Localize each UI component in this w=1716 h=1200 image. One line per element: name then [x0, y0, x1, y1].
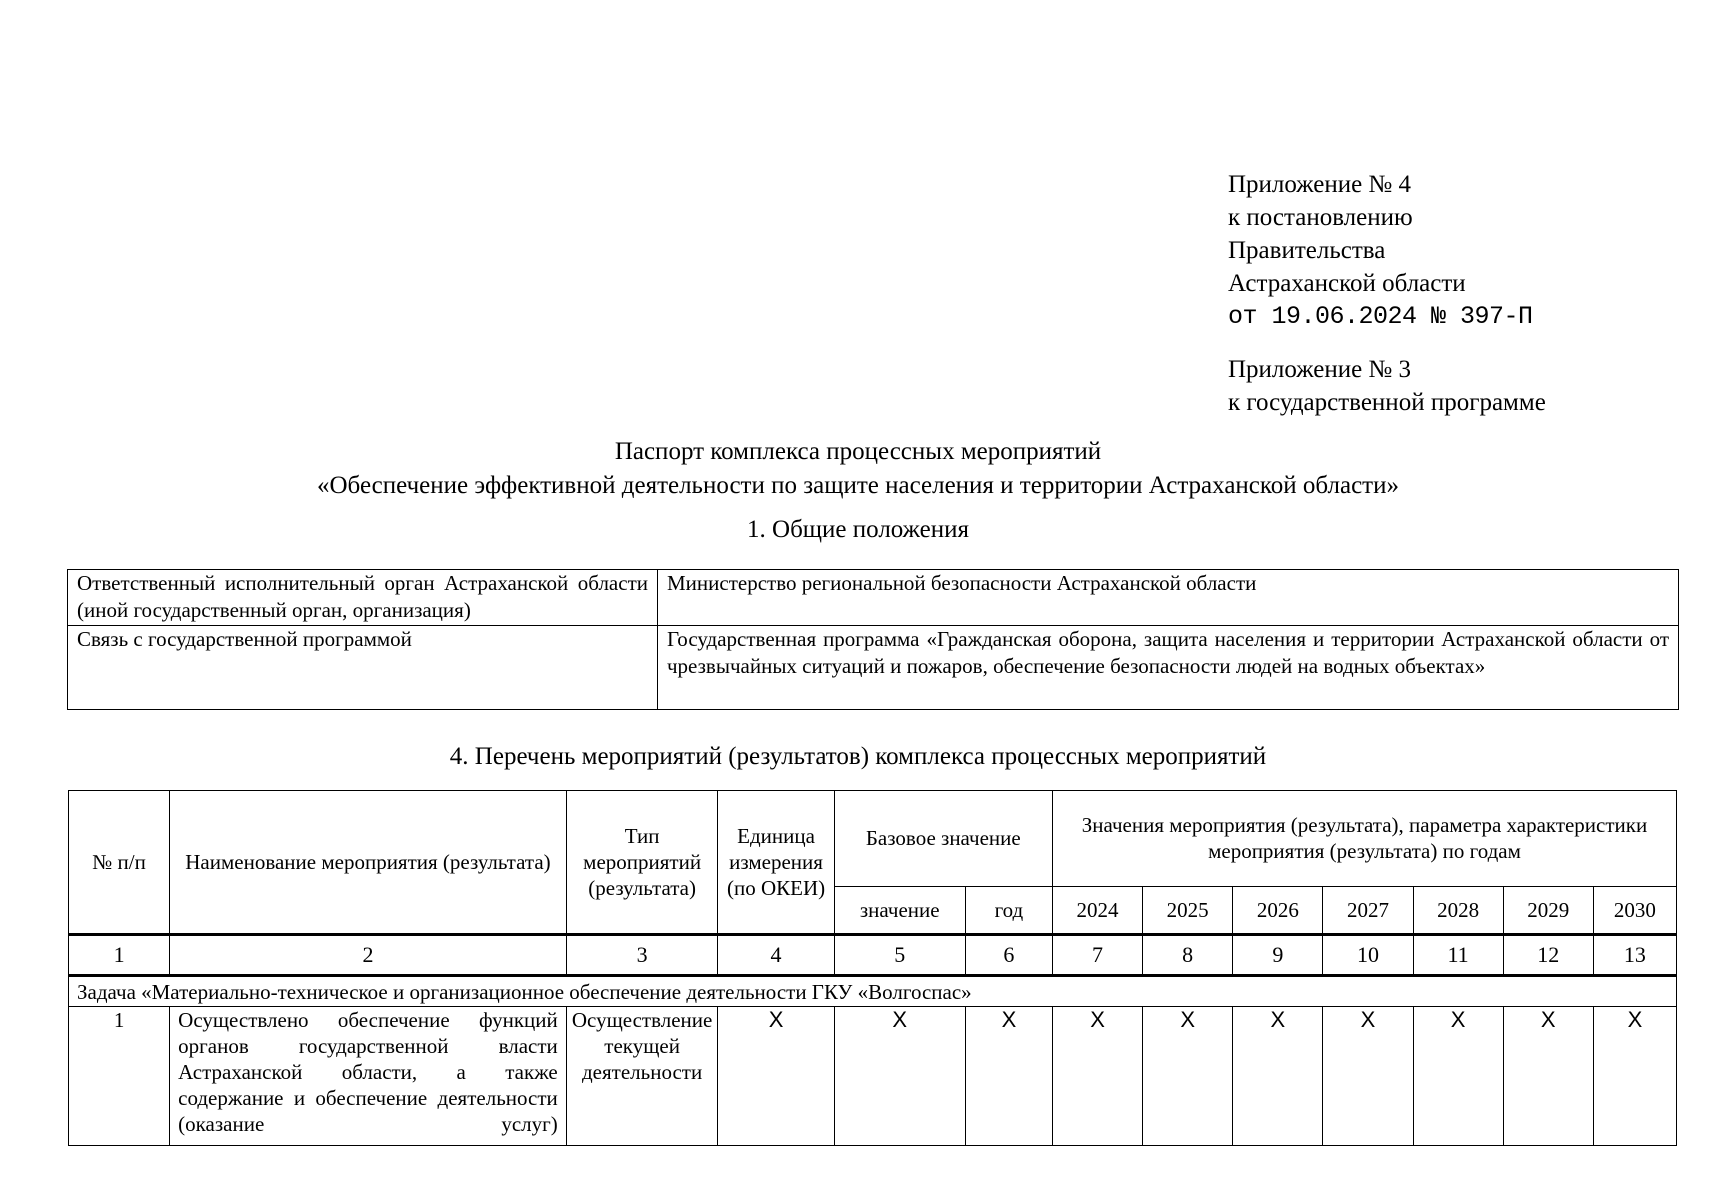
- header-unit: Единица измерения (по ОКЕИ): [718, 791, 834, 935]
- task-title: Задача «Материально-техническое и организационное обеспечение деятельности ГКУ «Волгоспас»: [69, 976, 1677, 1007]
- column-number: 9: [1233, 935, 1323, 976]
- column-number: 13: [1593, 935, 1676, 976]
- column-number: 7: [1052, 935, 1142, 976]
- row-name: Осуществлено обеспечение функций органов государственной власти Астраханской области, а также содержание и обеспечение деятельности (оказание услуг): [170, 1007, 567, 1146]
- row-cell: Х: [1503, 1007, 1593, 1146]
- row-cell: Х: [965, 1007, 1052, 1146]
- section-1-heading: 1. Общие положения: [747, 516, 969, 543]
- appendix-line: Правительства: [1228, 237, 1386, 264]
- header-values-by-year: Значения мероприятия (результата), параметра характеристики мероприятия (результата) по годам: [1052, 791, 1676, 887]
- header-year: 2025: [1143, 886, 1233, 934]
- column-number: 2: [170, 935, 567, 976]
- row-cell: Х: [1233, 1007, 1323, 1146]
- row-cell: Х: [1052, 1007, 1142, 1146]
- row-value: Министерство региональной безопасности Астраханской области: [658, 570, 1679, 626]
- column-number: 12: [1503, 935, 1593, 976]
- events-table: [68, 790, 1677, 1146]
- row-type: Осуществление текущей деятельности: [566, 1007, 718, 1146]
- column-number: 10: [1323, 935, 1413, 976]
- header-year: 2028: [1413, 886, 1503, 934]
- column-number: 4: [718, 935, 834, 976]
- appendix-header: [1228, 168, 1546, 419]
- header-year: 2030: [1593, 886, 1676, 934]
- appendix-line: Астраханской области: [1228, 270, 1466, 297]
- table-row: [69, 1007, 1677, 1146]
- column-number: 6: [965, 935, 1052, 976]
- row-num: 1: [69, 1007, 170, 1146]
- header-base-value: значение: [834, 886, 965, 934]
- appendix-line: Приложение № 3: [1228, 356, 1412, 383]
- appendix-line: к постановлению: [1228, 204, 1413, 231]
- column-number: 5: [834, 935, 965, 976]
- row-cell: Х: [1323, 1007, 1413, 1146]
- header-num: № п/п: [69, 791, 170, 935]
- document-subtitle: «Обеспечение эффективной деятельности по защите населения и территории Астраханской области»: [317, 472, 1399, 499]
- appendix-line: Приложение № 4: [1228, 171, 1412, 198]
- header-base-year: год: [965, 886, 1052, 934]
- row-cell: Х: [1143, 1007, 1233, 1146]
- column-number: 3: [566, 935, 718, 976]
- header-base: Базовое значение: [834, 791, 1052, 887]
- row-value: Государственная программа «Гражданская оборона, защита населения и территории Астраханской области от чрезвычайных ситуаций и пожаров, обеспечение безопасности людей на водных объектах»: [658, 626, 1679, 710]
- section-4-heading: 4. Перечень мероприятий (результатов) комплекса процессных мероприятий: [449, 743, 1267, 770]
- row-cell: Х: [1593, 1007, 1676, 1146]
- header-year: 2024: [1052, 886, 1142, 934]
- table-row: [68, 570, 1679, 626]
- task-row: [69, 976, 1677, 1007]
- header-year: 2029: [1503, 886, 1593, 934]
- header-year: 2027: [1323, 886, 1413, 934]
- row-cell: Х: [718, 1007, 834, 1146]
- column-numbers-row: [69, 935, 1677, 976]
- document-title: Паспорт комплекса процессных мероприятий: [614, 438, 1102, 465]
- row-cell: Х: [834, 1007, 965, 1146]
- column-number: 11: [1413, 935, 1503, 976]
- column-number: 8: [1143, 935, 1233, 976]
- general-provisions-table: [67, 569, 1679, 710]
- row-cell: Х: [1413, 1007, 1503, 1146]
- row-label: Ответственный исполнительный орган Астраханской области (иной государственный орган, организация): [68, 570, 658, 626]
- table-row: [68, 626, 1679, 710]
- header-type: Тип мероприятий (результата): [566, 791, 718, 935]
- column-number: 1: [69, 935, 170, 976]
- header-name: Наименование мероприятия (результата): [170, 791, 567, 935]
- header-year: 2026: [1233, 886, 1323, 934]
- row-label: Связь с государственной программой: [68, 626, 658, 710]
- decree-date-number: от 19.06.2024 № 397-П: [1228, 302, 1533, 331]
- appendix-line: к государственной программе: [1228, 389, 1546, 416]
